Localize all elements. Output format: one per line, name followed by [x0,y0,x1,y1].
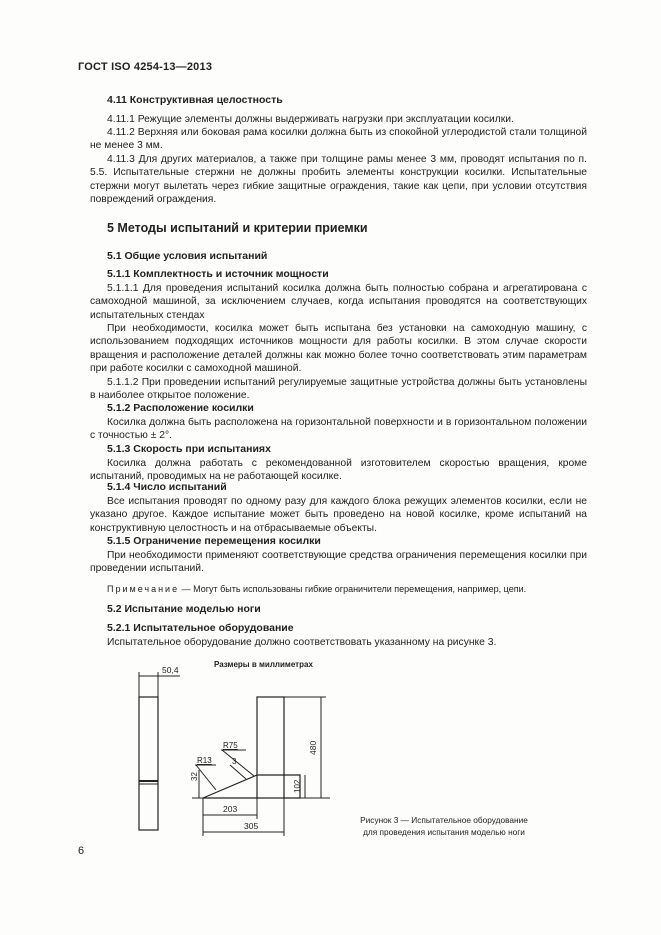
caption-line-1: Рисунок 3 — Испытательное оборудование [360,815,528,825]
paragraph-5-1-1-1-b: При необходимости, косилка может быть испытана без установки на самоходную машину, с использованием подходящих источников мощности для работы косилки. В этом случае скорости вращения и расположение деталей должны как можно более точно соответствовать этим параметрам при работе косилки с самоходной машиной. [90,323,587,375]
paragraph-4-11-2-text: 4.11.2 Верхняя или боковая рама косилки должна быть из спокойной углеродистой стали толщиной не менее 3 мм. [90,127,587,152]
dim-305-label: 305 [244,821,259,831]
dim-3-label: 3 [232,757,237,766]
figure-3-caption [339,814,549,838]
paragraph-5-1-4: Все испытания проводят по одному разу для каждого блока режущих элементов косилки, если не указано другое. Каждое испытание может быть проведено на новой косилке, кроме испытаний на конструктивную целостность и на отбрасываемые объекты. [90,496,587,534]
leg-model-upper [257,697,284,798]
note-text: — Могут быть использованы гибкие ограничители перемещения, например, цепи. [179,584,527,594]
paragraph-5-1-5: При необходимости применяют соответствующие средства ограничения перемещения косилки при проведении испытаний. [90,550,587,575]
section-5-1-1-heading: 5.1.1 Комплектность и источник мощности [107,268,329,280]
dim-480-label: 480 [308,740,318,755]
paragraph-5-1-1-2: 5.1.1.2 При проведении испытаний регулируемые защитные устройства должны быть установлены в наиболее открытое положение. [90,377,587,402]
paragraph-5-1-3: Косилка должна работать с рекомендованной изготовителем скоростью вращения, кроме испытаний, проводимых на не работающей косилке. [90,458,587,483]
caption-line-2: для проведения испытания моделью ноги [363,827,525,837]
document-code-header: ГОСТ ISO 4254-13—2013 [78,61,213,73]
section-5-1-5-heading: 5.1.5 Ограничение перемещения косилки [107,535,321,547]
section-5-1-heading: 5.1 Общие условия испытаний [107,250,268,262]
section-5-2-1-heading: 5.2.1 Испытательное оборудование [107,622,294,634]
section-5-1-4-heading: 5.1.4 Число испытаний [107,481,227,493]
section-5-heading: 5 Методы испытаний и критерии приемки [107,221,368,235]
dim-102-label: 102 [293,779,302,793]
section-5-1-2-heading: 5.1.2 Расположение косилки [107,402,254,414]
dim-r75-label: R75 [223,741,238,750]
paragraph-5-1-1-1: 5.1.1.1 Для проведения испытаний косилка должна быть полностью собрана и агрегатирована с самоходной машиной, за исключением случаев, когда испытания проводятся на соответствующих испытательных стендах [90,283,587,321]
figure-units-label: Размеры в миллиметрах [214,660,313,669]
paragraph-4-11-1: 4.11.1 Режущие элементы должны выдерживать нагрузки при эксплуатации косилки. [107,114,514,125]
dim-width-label: 50,4 [162,665,179,675]
section-5-2-heading: 5.2 Испытание моделью ноги [107,603,261,615]
dim-r13-label: R13 [197,756,212,765]
section-5-1-3-heading: 5.1.3 Скорость при испытаниях [107,443,271,455]
dim-203-label: 203 [223,804,238,814]
note-label: Примечание [107,584,180,594]
dim-32-label: 32 [190,772,199,781]
paragraph-5-1-2: Косилка должна быть расположена на горизонтальной поверхности и в горизонтальном положении с точностью ± 2°. [90,417,587,442]
paragraph-4-11-3: 4.11.3 Для других материалов, а также при толщине рамы менее 3 мм, проводят испытания по п. 5.5. Испытательные стержни не должны пробить элементы конструкции косилки. Испытательные стержни могут вылетать через гибкие защитные ограждения, такие как цепи, при условии отсутствия повреждений ограждения. [90,154,587,206]
section-4-11-heading: 4.11 Конструктивная целостность [107,94,283,106]
paragraph-5-2-1: Испытательное оборудование должно соответствовать указанному на рисунке 3. [107,637,497,648]
bar-side-view [139,697,158,830]
leg-model-foot [203,775,257,798]
page-number: 6 [78,845,85,857]
